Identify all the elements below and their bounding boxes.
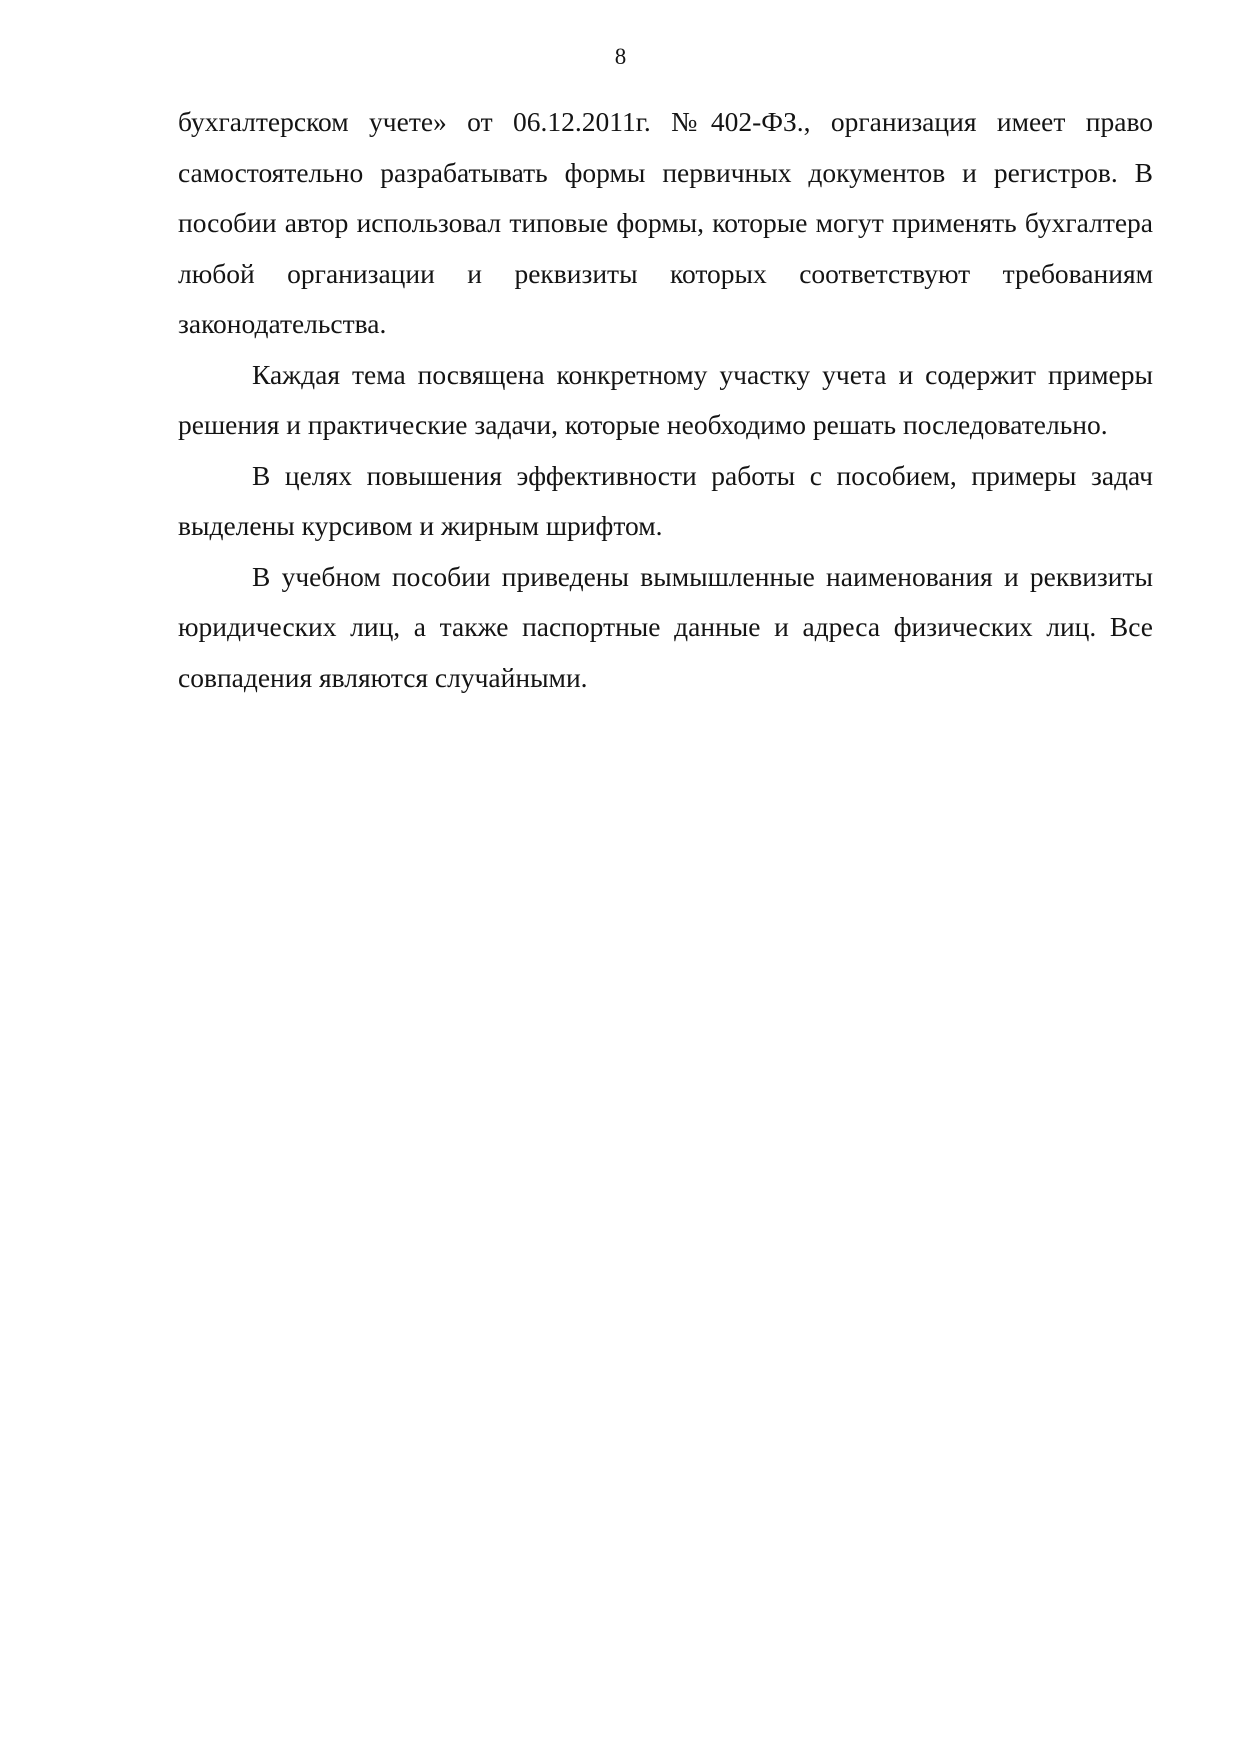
page-number: 8 [614, 44, 627, 69]
body-text [178, 97, 1153, 703]
paragraph-continuation: бухгалтерском учете» от 06.12.2011г. №402-ФЗ., организация имеет право самостоятельно разрабатывать формы первичных документов и регистров. В пособии автор использовал типовые формы, которые могут применять бухгалтера любой организации и реквизиты которых соответствуют требованиям законодательства. [178, 106, 1153, 339]
paragraph-formatting: В целях повышения эффективности работы с пособием, примеры задач выделены курсивом и жирным шрифтом. [178, 459, 1153, 541]
paragraph-disclaimer: В учебном пособии приведены вымышленные наименования и реквизиты юридических лиц, а также паспортные данные и адреса физических лиц. Все совпадения являются случайными. [178, 560, 1153, 693]
paragraph-topics: Каждая тема посвящена конкретному участку учета и содержит примеры решения и практические задачи, которые необходимо решать последовательно. [178, 358, 1153, 440]
